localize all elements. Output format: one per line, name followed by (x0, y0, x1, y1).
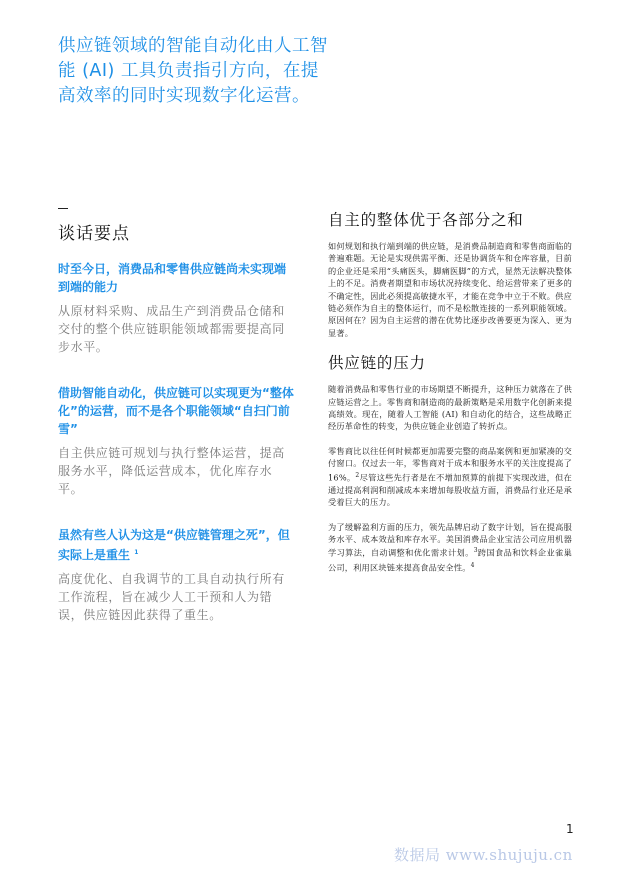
body-paragraph (328, 521, 572, 574)
page-number: 1 (566, 822, 574, 836)
footnote-ref[interactable]: 3 (473, 547, 478, 555)
key-point-heading-text: 虽然有些人认为这是“供应链管理之死”，但实际上是重生 (58, 528, 290, 562)
key-points-title: 谈话要点 (58, 224, 130, 244)
key-point-heading: 时至今日，消费品和零售供应链尚未实现端到端的能力 (58, 262, 287, 294)
watermark: 数据局 www.shujuju.cn (394, 846, 573, 864)
paragraph-text: 尽管这些先行者是在不增加预算的前提下实现改进，但在通过提高利润和削减成本来增加每股收益方面，消费品行业还是承受着巨大的压力。 (328, 472, 572, 508)
article-column (328, 208, 572, 586)
key-point-3 (58, 526, 296, 624)
paragraph-text: 零售商比以往任何时候都更加需要完整的商品案例和更加紧凑的交付窗口。仅过去一年，零售商对于成本和服务水平的关注度提高了 16%。 (328, 445, 572, 483)
body-paragraph: 随着消费品和零售行业的市场期望不断提升，这种压力就落在了供应链运营之上。零售商和制造商的最新策略是采用数字化创新来提高绩效。现在，随着人工智能 (AI) 和自动化的结合，这些战略正经历革命性的转变，为供应链企业创造了转折点。 (328, 384, 572, 432)
key-point-body: 自主供应链可规划与执行整体运营，提高服务水平，降低运营成本，优化库存水平。 (58, 446, 285, 496)
body-paragraph: 如何规划和执行端到端的供应链，是消费品制造商和零售商面临的普遍难题。无论是实现供需平衡、还是协调货车和仓库容量，目前的企业还是采用“头痛医头，脚痛医脚”的方式，显然无法解决整体上的不足。消费者期望和市场状况持续变化、给运营带来了更多的不确定性，因此必须提高敏捷水平，才能在竞争中立于不败。供应链必须作为自主的整体运行，而不是松散连接的一系列职能领域。原因何在？因为自主运营的潜在优势比逐步改善要更为深入、更为显著。 (328, 241, 572, 338)
key-point-body: 高度优化、自我调节的工具自动执行所有工作流程，旨在减少人工干预和人为错误，供应链因此获得了重生。 (58, 572, 285, 622)
paragraph-text: 跨国食品和饮料企业雀巢公司，利用区块链来提高食品安全性。 (328, 548, 573, 573)
body-paragraph (328, 445, 572, 509)
section-heading: 供应链的压力 (328, 354, 426, 373)
section-rule (58, 208, 68, 209)
key-point-heading: 借助智能自动化，供应链可以实现更为“整体化”的运营，而不是各个职能领域“自扫门前雪” (58, 386, 294, 436)
section-heading: 自主的整体优于各部分之和 (328, 211, 524, 229)
intro-statement: 供应链领域的智能自动化由人工智能 (AI) 工具负责指引方向，在提高效率的同时实现数字化运营。 (58, 36, 328, 106)
key-points-column (58, 208, 296, 652)
key-point-2 (58, 384, 296, 498)
footnote-ref[interactable]: 2 (355, 471, 360, 479)
footnote-ref[interactable]: 4 (470, 561, 475, 569)
key-point-body: 从原材料采购、成品生产到消费品仓储和交付的整个供应链职能领域都需要提高同步水平。 (58, 304, 285, 354)
paragraph-text: 为了缓解盈利方面的压力，领先品牌启动了数字计划，旨在提高服务水平、成本效益和库存水平。美国消费品企业宝洁公司应用机器学习算法，自动调整和优化需求计划。 (328, 521, 572, 559)
key-point-1 (58, 260, 296, 356)
footnote-ref[interactable]: 1 (134, 549, 139, 556)
key-point-heading (58, 526, 296, 564)
